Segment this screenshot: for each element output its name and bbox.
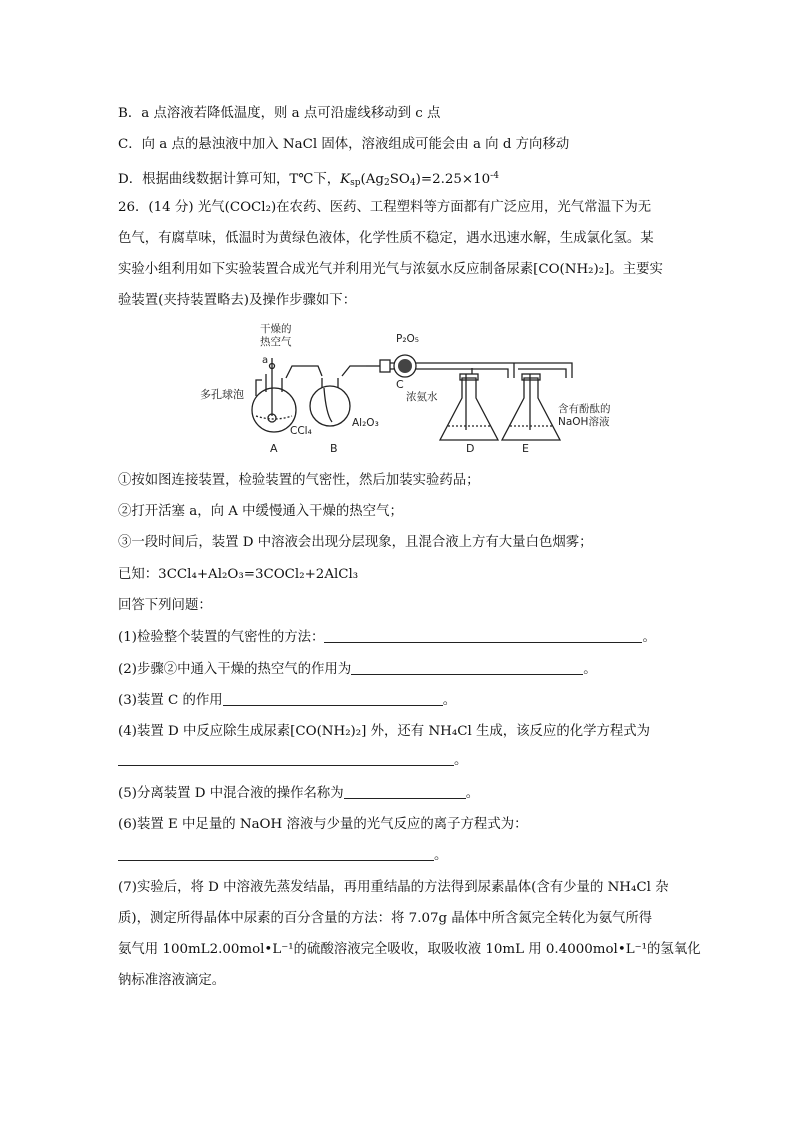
q26-line-4: 验装置(夹持装置略去)及操作步骤如下： [118,293,357,308]
question-1 [118,629,656,647]
label-a: A [270,442,278,455]
label-c: C [396,378,404,391]
step-2: ②打开活塞 a，向 A 中缓慢通入干燥的热空气； [118,504,403,519]
al2o3-label: Al₂O₃ [352,417,379,429]
naoh-label-1: 含有酚酞的 [558,403,611,415]
answer-blank-6[interactable] [118,847,434,861]
period-1: 。 [642,630,656,645]
question-2-text: (2)步骤②中通入干燥的热空气的作用为 [118,662,352,677]
option-d-prefix: D．根据曲线数据计算可知，T℃下， [118,172,341,187]
ksp-sub: sp [350,178,361,188]
question-3 [118,692,456,710]
answer-blank-3[interactable] [223,692,443,706]
question-5-text: (5)分离装置 D 中混合液的操作名称为 [118,786,344,801]
ksp-formula-2: 2 [384,178,390,188]
q26-line-1: 26．(14 分) 光气(COCl₂)在农药、医药、工程塑料等方面都有广泛应用，光气常温下为无 [118,200,652,215]
ksp-exp: -4 [490,171,499,181]
step-1: ①按如图连接装置，检验装置的气密性，然后加装实验药品； [118,473,480,488]
question-7-line-4: 钠标准溶液滴定。 [118,973,226,988]
question-4-answer [118,752,467,770]
valve-a-label: a [262,355,269,366]
ccl4-label: CCl₄ [290,425,312,437]
ksp-formula-b: SO [389,172,410,187]
question-1-text: (1)检验整个装置的气密性的方法： [118,630,325,645]
stopper-d [460,374,478,380]
question-2 [118,661,597,679]
question-7-line-1: (7)实验后，将 D 中溶液先蒸发结晶，再用重结晶的方法得到尿素晶体(含有少量的 NH₄Cl 杂 [118,880,669,895]
option-b: B．a 点溶液若降低温度，则 a 点可沿虚线移动到 c 点 [118,106,441,121]
ksp-formula-c: )=2.25×10 [415,172,491,187]
p2o5-label: P₂O₅ [396,333,420,345]
answer-blank-5[interactable] [344,785,466,799]
answer-prompt: 回答下列问题： [118,598,212,613]
porous-bulb-label: 多孔球泡 [200,388,244,401]
label-d: D [466,442,475,455]
stopper-e [522,374,540,380]
question-5 [118,785,479,803]
known-equation: 已知：3CCl₄+Al₂O₃=3COCl₂+2AlCl₃ [118,567,359,582]
period-3: 。 [442,693,457,708]
label-b: B [330,442,338,455]
q26-line-3: 实验小组利用如下实验装置合成光气并利用光气与浓氨水反应制备尿素[CO(NH₂)₂]。主要实 [118,262,663,277]
step-3: ③一段时间后，装置 D 中溶液会出现分层现象，且混合液上方有大量白色烟雾； [118,535,593,550]
period-4: 。 [454,753,468,768]
ammonia-label: 浓氨水 [406,391,438,403]
option-c: C．向 a 点的悬浊液中加入 NaCl 固体，溶液组成可能会由 a 向 d 方向移动 [118,137,570,152]
answer-blank-1[interactable] [324,629,642,643]
question-3-text: (3)装置 C 的作用 [118,693,223,708]
flask-e-body [502,378,560,440]
ksp-formula-4: 4 [409,178,416,188]
period-6: 。 [434,848,448,863]
option-d [118,167,499,192]
ksp-formula-a: (Ag [360,172,384,187]
question-6-answer [118,847,447,865]
answer-blank-4[interactable] [118,752,454,766]
question-4: (4)装置 D 中反应除生成尿素[CO(NH₂)₂] 外，还有 NH₄Cl 生成，该反应的化学方程式为 [118,724,651,739]
period-2: 。 [583,662,597,677]
q26-line-2: 色气，有腐草味，低温时为黄绿色液体，化学性质不稳定，遇水迅速水解，生成氯化氢。某 [118,231,654,246]
dry-air-label-2: 热空气 [260,336,292,348]
question-7-line-3: 氨气用 100mL2.00mol•L⁻¹的硫酸溶液完全吸收，取吸收液 10mL 用 0.4000mol•L⁻¹的氢氧化 [118,942,701,957]
answer-blank-2[interactable] [351,661,583,675]
ksp-k: K [340,172,351,187]
dry-air-label-1: 干燥的 [260,323,292,335]
naoh-label-2: NaOH溶液 [558,416,610,428]
period-5: 。 [465,786,480,801]
stopper-c [380,360,390,372]
p2o5-granules [398,359,412,373]
apparatus-figure [200,318,660,460]
question-7-line-2: 质)，测定所得晶体中尿素的百分含量的方法：将 7.07g 晶体中所含氮完全转化为氨气所得 [118,911,653,926]
flask-d-body [440,378,498,440]
label-e: E [522,442,529,455]
question-6: (6)装置 E 中足量的 NaOH 溶液与少量的光气反应的离子方程式为： [118,817,528,832]
